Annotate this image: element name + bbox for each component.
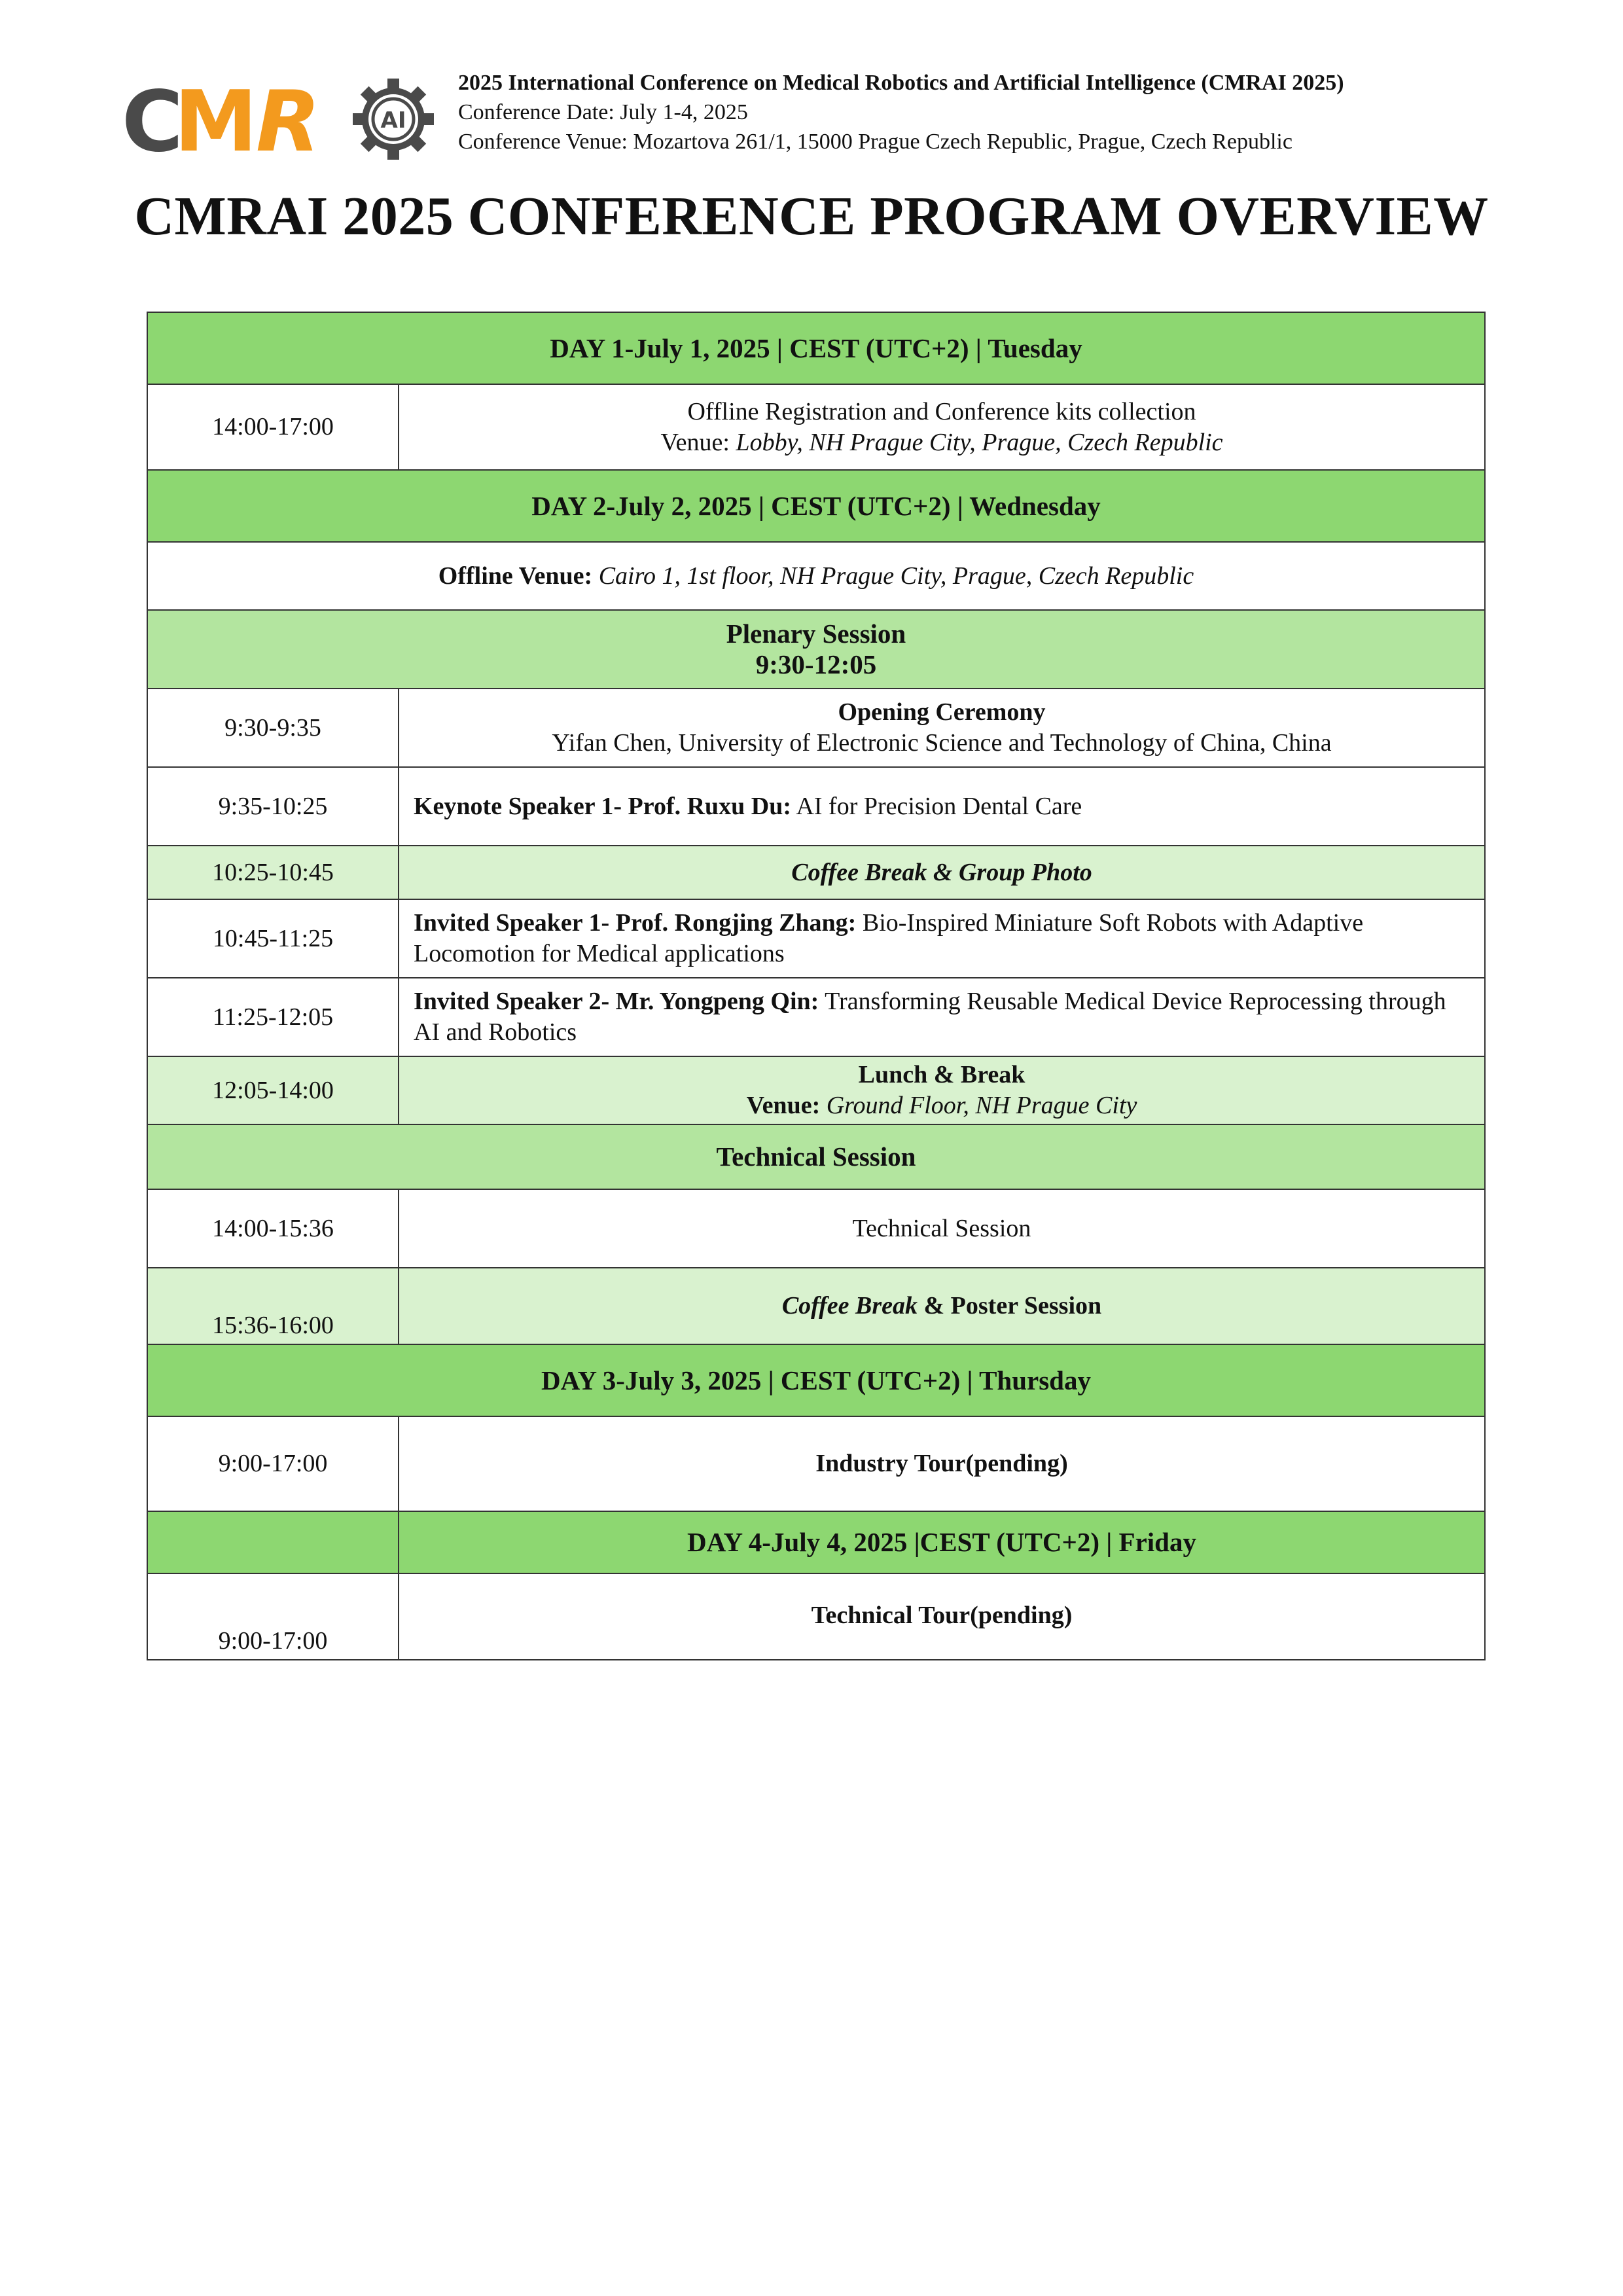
svg-text:AI: AI [380,107,406,134]
table-row [147,1189,1485,1268]
keynote-topic: AI for Precision Dental Care [791,792,1082,820]
conference-date: Conference Date: July 1-4, 2025 [458,100,748,124]
table-row [147,384,1485,470]
lunch-cell [399,1056,1485,1124]
time-cell: 9:35-10:25 [147,767,399,846]
time-cell: 10:45-11:25 [147,899,399,978]
time-cell: 14:00-15:36 [147,1189,399,1268]
invited-speaker-1-label: Invited Speaker 1- Prof. Rongjing Zhang: [414,909,857,937]
gear-icon [353,79,434,160]
table-row [147,1573,1485,1660]
invited-speaker-2-cell [399,978,1485,1056]
coffee-break-group-photo: Coffee Break & Group Photo [399,846,1485,899]
invited-speaker-2-label: Invited Speaker 2- Mr. Yongpeng Qin: [414,988,819,1015]
registration-title: Offline Registration and Conference kits collection [687,397,1196,425]
plenary-session-title: Plenary Session [726,619,906,649]
lunch-title: Lunch & Break [858,1061,1026,1088]
industry-tour-cell: Industry Tour(pending) [399,1416,1485,1511]
technical-session-row [147,1124,1485,1189]
table-row [147,846,1485,899]
technical-session-cell: Technical Session [399,1189,1485,1268]
venue-label: Venue: [660,428,736,456]
table-row [147,978,1485,1056]
offline-venue-label: Offline Venue: [438,562,599,590]
day4-header-empty [147,1511,399,1573]
coffee-break-poster-cell [399,1268,1485,1344]
day4-header-row [147,1511,1485,1573]
page-title: CMRAI 2025 CONFERENCE PROGRAM OVERVIEW [134,186,1489,247]
cmrai-logo [122,77,436,162]
program-table [147,312,1486,1660]
day2-venue: Cairo 1, 1st floor, NH Prague City, Prague, Czech Republic [598,562,1194,590]
lunch-venue: Ground Floor, NH Prague City [826,1092,1137,1119]
time-cell: 10:25-10:45 [147,846,399,899]
registration-cell [399,384,1485,470]
technical-tour-cell: Technical Tour(pending) [399,1573,1485,1660]
conference-header-info [458,68,1571,156]
plenary-session-header [147,610,1485,689]
lunch-venue-label: Venue: [746,1092,827,1119]
table-row [147,689,1485,767]
day1-header-row [147,312,1485,384]
table-row [147,767,1485,846]
table-row [147,1056,1485,1124]
registration-venue: Lobby, NH Prague City, Prague, Czech Republic [736,428,1223,456]
coffee-break-label: Coffee Break [781,1292,918,1319]
day2-venue-cell [147,542,1485,610]
keynote-speaker-label: Keynote Speaker 1- Prof. Ruxu Du: [414,792,792,820]
day2-header: DAY 2-July 2, 2025 | CEST (UTC+2) | Wednesday [147,470,1485,542]
day3-header-row [147,1344,1485,1416]
time-cell: 9:00-17:00 [147,1573,399,1660]
conference-name: 2025 International Conference on Medical Robotics and Artificial Intelligence (CMRAI 2025) [458,71,1344,95]
invited-speaker-1-topic: Bio-Inspired Miniature Soft Robots with Adaptive Locomotion for Medical applications [414,909,1364,967]
day1-header: DAY 1-July 1, 2025 | CEST (UTC+2) | Tuesday [147,312,1485,384]
table-row [147,1416,1485,1511]
table-row [147,899,1485,978]
table-row [147,542,1485,610]
logo-letter-m: M [174,77,258,162]
plenary-session-row [147,610,1485,689]
conference-venue: Conference Venue: Mozartova 261/1, 15000 Prague Czech Republic, Prague, Czech Republic [458,130,1293,154]
time-cell: 12:05-14:00 [147,1056,399,1124]
keynote-cell [399,767,1485,846]
logo-letter-c: C [122,77,183,162]
time-cell: 9:00-17:00 [147,1416,399,1511]
time-cell: 15:36-16:00 [147,1268,399,1344]
day3-header: DAY 3-July 3, 2025 | CEST (UTC+2) | Thursday [147,1344,1485,1416]
invited-speaker-2-topic: Transforming Reusable Medical Device Reprocessing through AI and Robotics [414,988,1446,1046]
plenary-session-time: 9:30-12:05 [755,649,877,679]
poster-session-label: & Poster Session [918,1292,1102,1319]
opening-ceremony-speaker: Yifan Chen, University of Electronic Science and Technology of China, China [552,729,1332,757]
table-row [147,1268,1485,1344]
time-cell: 11:25-12:05 [147,978,399,1056]
opening-ceremony-cell [399,689,1485,767]
day4-header: DAY 4-July 4, 2025 |CEST (UTC+2) | Friday [399,1511,1485,1573]
time-cell: 14:00-17:00 [147,384,399,470]
day2-header-row [147,470,1485,542]
invited-speaker-1-cell [399,899,1485,978]
time-cell: 9:30-9:35 [147,689,399,767]
opening-ceremony-title: Opening Ceremony [838,698,1046,726]
technical-session-header: Technical Session [147,1124,1485,1189]
logo-letter-r: R [256,77,321,162]
